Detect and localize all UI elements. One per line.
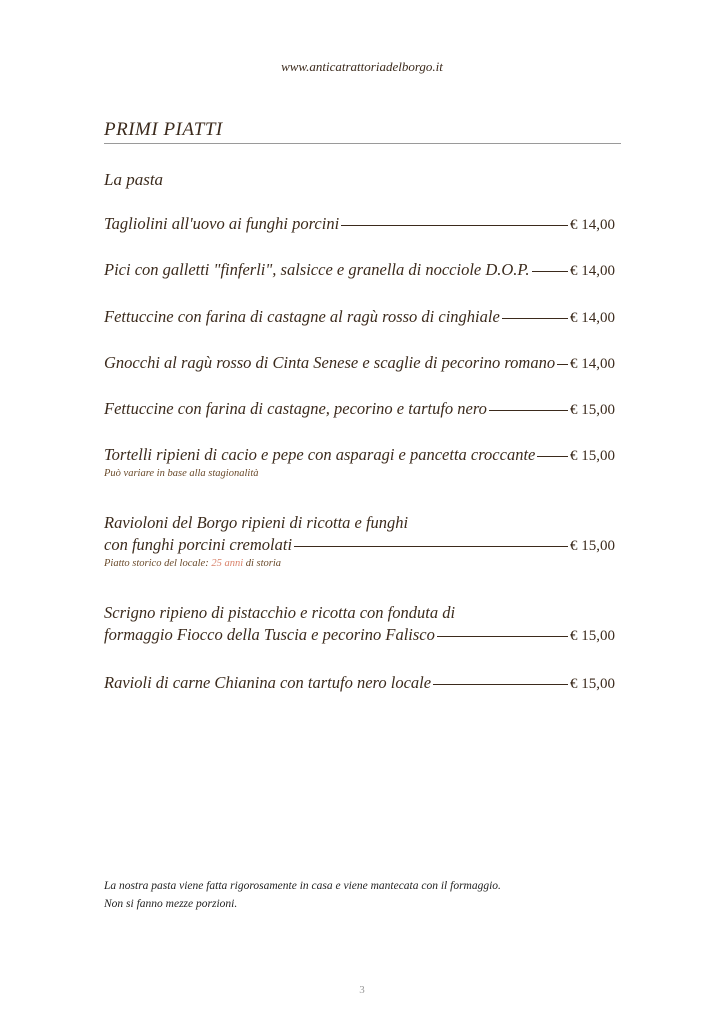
item-price: € 14,00 [570,217,615,233]
menu-item [104,259,615,282]
note-highlight: 25 anni [211,558,244,569]
menu-item [104,352,615,375]
item-price: € 15,00 [570,448,615,464]
item-price: € 15,00 [570,402,615,418]
leader-line [557,364,568,365]
subsection-title: La pasta [104,170,164,189]
page-number: 3 [359,984,365,996]
item-name: Gnocchi al ragù rosso di Cinta Senese e scaglie di pecorino romano [104,353,556,372]
item-name: Pici con galletti "finferli", salsicce e granella di nocciole D.O.P. [104,260,530,279]
leader-line [532,271,568,272]
footer-line: La nostra pasta viene fatta rigorosamente in casa e viene mantecata con il formaggio. [104,880,501,892]
menu-item [104,213,615,236]
leader-line [341,225,568,226]
item-name: Tagliolini all'uovo ai funghi porcini [104,214,340,233]
menu-item [104,398,615,421]
note-text: di storia [243,558,282,569]
item-name-line1: Ravioloni del Borgo ripieni di ricotta e funghi [104,513,409,532]
menu-item [104,444,615,481]
leader-line [489,410,568,411]
item-price: € 14,00 [570,310,615,326]
section-title: PRIMI PIATTI [104,119,621,144]
item-name: con funghi porcini cremolati [104,535,293,554]
item-price: € 14,00 [570,356,615,372]
footer-note [104,877,501,913]
leader-line [294,546,568,547]
item-name: Fettuccine con farina di castagne al ragù rosso di cinghiale [104,307,500,326]
item-name: Fettuccine con farina di castagne, pecorino e tartufo nero [104,399,487,418]
item-name-line1: Scrigno ripieno di pistacchio e ricotta con fonduta di [104,603,456,622]
menu-item [104,306,615,329]
website-url: www.anticatrattoriadelborgo.it [281,59,443,74]
menu-item [104,672,615,695]
leader-line [502,318,568,319]
item-price: € 15,00 [570,676,615,692]
menu-item [104,602,615,647]
menu-item [104,512,615,571]
item-name: formaggio Fiocco della Tuscia e pecorino Falisco [104,625,435,644]
note-text: Piatto storico del locale: [104,558,212,569]
leader-line [537,456,568,457]
item-price: € 15,00 [570,538,615,554]
item-price: € 14,00 [570,263,615,279]
item-name: Ravioli di carne Chianina con tartufo nero locale [104,673,432,692]
footer-line: Non si fanno mezze porzioni. [104,898,238,910]
leader-line [437,636,568,637]
item-name: Tortelli ripieni di cacio e pepe con asparagi e pancetta croccante [104,445,536,464]
item-note [104,557,615,571]
item-price: € 15,00 [570,628,615,644]
item-note: Può variare in base alla stagionalità [104,468,259,479]
leader-line [433,684,568,685]
